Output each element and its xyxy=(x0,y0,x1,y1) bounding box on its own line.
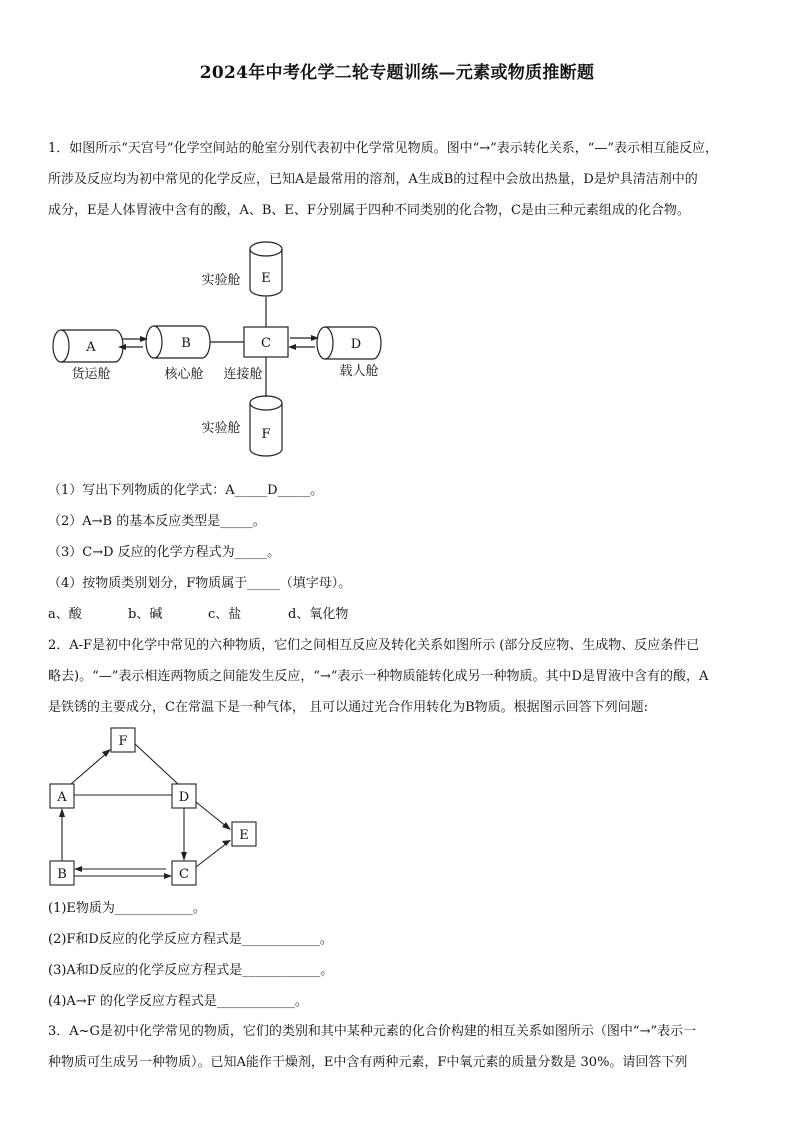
q3-stem xyxy=(48,1016,760,1078)
q3-line: 种物质可生成另一种物质）。已知A能作干燥剂，E中含有两种元素，F中氧元素的质量分数是 30%。请回答下列 xyxy=(48,1055,688,1070)
node-B: B xyxy=(57,867,67,882)
q2-sub-3: (3)A和D反应的化学反应方程式是____________。 xyxy=(48,963,334,978)
q1-sub-4: （4）按物质类别划分，F物质属于_____（填字母）。 xyxy=(48,576,352,591)
node-F: F xyxy=(118,734,128,749)
node-D: D xyxy=(178,790,190,805)
node-E: E xyxy=(261,271,271,286)
option-a: a、酸 xyxy=(48,607,82,622)
label-E: 实验舱 xyxy=(201,273,241,288)
label-A: 货运舱 xyxy=(71,367,111,382)
q2-line: 2．A-F是初中化学中常见的六种物质，它们之间相互反应及转化关系如图所示 (部分反应物、生成物、反应条件已 xyxy=(48,638,700,653)
label-C: 连接舱 xyxy=(223,367,263,382)
q2-relation-diagram xyxy=(40,722,270,892)
label-D: 载人舱 xyxy=(339,364,379,379)
q1-sub-1: （1）写出下列物质的化学式：A_____D_____。 xyxy=(48,483,324,498)
node-C: C xyxy=(261,336,271,351)
node-D: D xyxy=(350,337,362,352)
q3-line: 3．A~G是初中化学常见的物质，它们的类别和其中某种元素的化合价构建的相互关系如图所示（图中“→”表示一 xyxy=(48,1024,697,1039)
q2-sub-1: (1)E物质为____________。 xyxy=(48,901,206,916)
q2-sub-2: (2)F和D反应的化学反应方程式是____________。 xyxy=(48,932,333,947)
label-B: 核心舱 xyxy=(164,367,204,382)
q1-line: 所涉及反应均为初中常见的化学反应，已知A是最常用的溶剂，A生成B的过程中会放出热量，D是炉具清洁剂中的 xyxy=(48,172,698,187)
node-B: B xyxy=(181,336,191,351)
node-A: A xyxy=(86,340,96,355)
q2-sub-4: (4)A→F 的化学反应方程式是____________。 xyxy=(48,994,308,1009)
q1-stem xyxy=(48,133,760,226)
node-E: E xyxy=(239,828,249,843)
q1-options xyxy=(48,599,760,630)
q1-sub-2: （2）A→B 的基本反应类型是_____。 xyxy=(48,514,266,529)
q1-space-station-diagram xyxy=(40,235,400,465)
q2-line: 是铁锈的主要成分，C在常温下是一种气体， 且可以通过光合作用转化为B物质。根据图示回答下列问题: xyxy=(48,700,649,715)
q2-line: 略去)。“—”表示相连两物质之间能发生反应，“→”表示一种物质能转化成另一种物质。其中D是胃液中含有的酸，A xyxy=(48,669,709,684)
option-c: c、盐 xyxy=(208,607,242,622)
q1-line: 成分，E是人体胃液中含有的酸，A、B、E、F分别属于四种不同类别的化合物，C是由三种元素组成的化合物。 xyxy=(48,203,690,218)
label-F: 实验舱 xyxy=(201,421,241,436)
node-F: F xyxy=(261,427,271,442)
page-title: 2024年中考化学二轮专题训练—元素或物质推断题 xyxy=(199,63,595,83)
option-b: b、碱 xyxy=(128,607,163,622)
q1-subquestions xyxy=(48,475,760,630)
q2-subquestions xyxy=(48,893,760,1017)
node-C: C xyxy=(179,867,189,882)
q1-sub-3: （3）C→D 反应的化学方程式为_____。 xyxy=(48,545,281,560)
node-A: A xyxy=(57,790,67,805)
q2-stem xyxy=(48,630,760,723)
q1-line: 1．如图所示“天宫号”化学空间站的舱室分别代表初中化学常见物质。图中“→”表示转化关系，“—”表示相互能反应， xyxy=(48,141,719,156)
option-d: d、氧化物 xyxy=(288,607,349,622)
